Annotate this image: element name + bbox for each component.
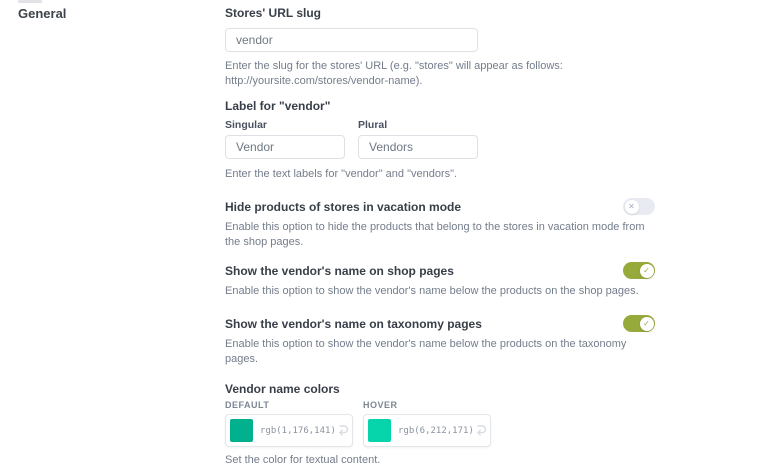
x-icon: ✕ [628, 201, 635, 211]
hover-color-picker[interactable] [363, 414, 491, 447]
field-vendor-labels [225, 99, 655, 182]
hide-vacation-help: Enable this option to hide the products that belong to the stores in vacation mode from the shop pages. [225, 221, 645, 248]
plural-label: Plural [358, 119, 388, 131]
toggle-knob [625, 200, 639, 214]
fields-column [225, 6, 655, 468]
stores-url-slug-help: Enter the slug for the stores' URL (e.g. "stores" will appear as follows: http://yoursite.com/stores/vendor-name). [225, 60, 563, 87]
plural-input[interactable] [358, 135, 478, 159]
hover-color-value: rgb(6,212,171) [398, 425, 474, 436]
show-taxonomy-label: Show the vendor's name on taxonomy pages [225, 316, 482, 331]
hover-color-reset-button[interactable] [474, 423, 488, 439]
hover-color-label: HOVER [363, 400, 398, 410]
default-color-column [225, 400, 353, 447]
show-shop-toggle[interactable] [623, 262, 655, 279]
default-color-picker[interactable] [225, 414, 353, 447]
undo-icon [474, 423, 488, 439]
toggle-knob [640, 317, 654, 331]
singular-column [225, 119, 345, 159]
sidebar-section-label: General [18, 6, 67, 21]
field-show-shop [225, 262, 655, 299]
hover-color-column [363, 400, 491, 447]
vendor-labels-help: Enter the text labels for "vendor" and "vendors". [225, 168, 458, 180]
check-icon: ✓ [643, 318, 650, 328]
default-color-reset-button[interactable] [336, 423, 350, 439]
show-taxonomy-toggle[interactable] [623, 315, 655, 332]
hide-vacation-label: Hide products of stores in vacation mode [225, 199, 462, 214]
plural-column [358, 119, 478, 159]
field-show-taxonomy [225, 315, 655, 367]
default-color-label: DEFAULT [225, 400, 270, 410]
vendor-colors-help: Set the color for textual content. [225, 454, 381, 466]
singular-label: Singular [225, 119, 268, 131]
vendor-colors-heading: Vendor name colors [225, 382, 340, 396]
stores-url-slug-label: Stores' URL slug [225, 6, 321, 20]
show-taxonomy-help: Enable this option to show the vendor's name below the products on the taxonomy pages. [225, 338, 627, 365]
default-color-swatch[interactable] [230, 419, 253, 442]
field-hide-vacation [225, 198, 655, 250]
hide-vacation-toggle[interactable] [623, 198, 655, 215]
toggle-knob [640, 264, 654, 278]
field-stores-url-slug [225, 6, 655, 89]
default-color-value: rgb(1,176,141) [260, 425, 336, 436]
clipped-element-fragment [18, 0, 42, 3]
show-shop-label: Show the vendor's name on shop pages [225, 263, 454, 278]
section-column [18, 6, 225, 468]
show-shop-help: Enable this option to show the vendor's name below the products on the shop pages. [225, 285, 639, 297]
vendor-labels-heading: Label for "vendor" [225, 99, 331, 113]
undo-icon [336, 423, 350, 439]
hover-color-swatch[interactable] [368, 419, 391, 442]
field-vendor-colors [225, 382, 655, 468]
stores-url-slug-input[interactable] [225, 28, 478, 52]
singular-input[interactable] [225, 135, 345, 159]
check-icon: ✓ [643, 265, 650, 275]
